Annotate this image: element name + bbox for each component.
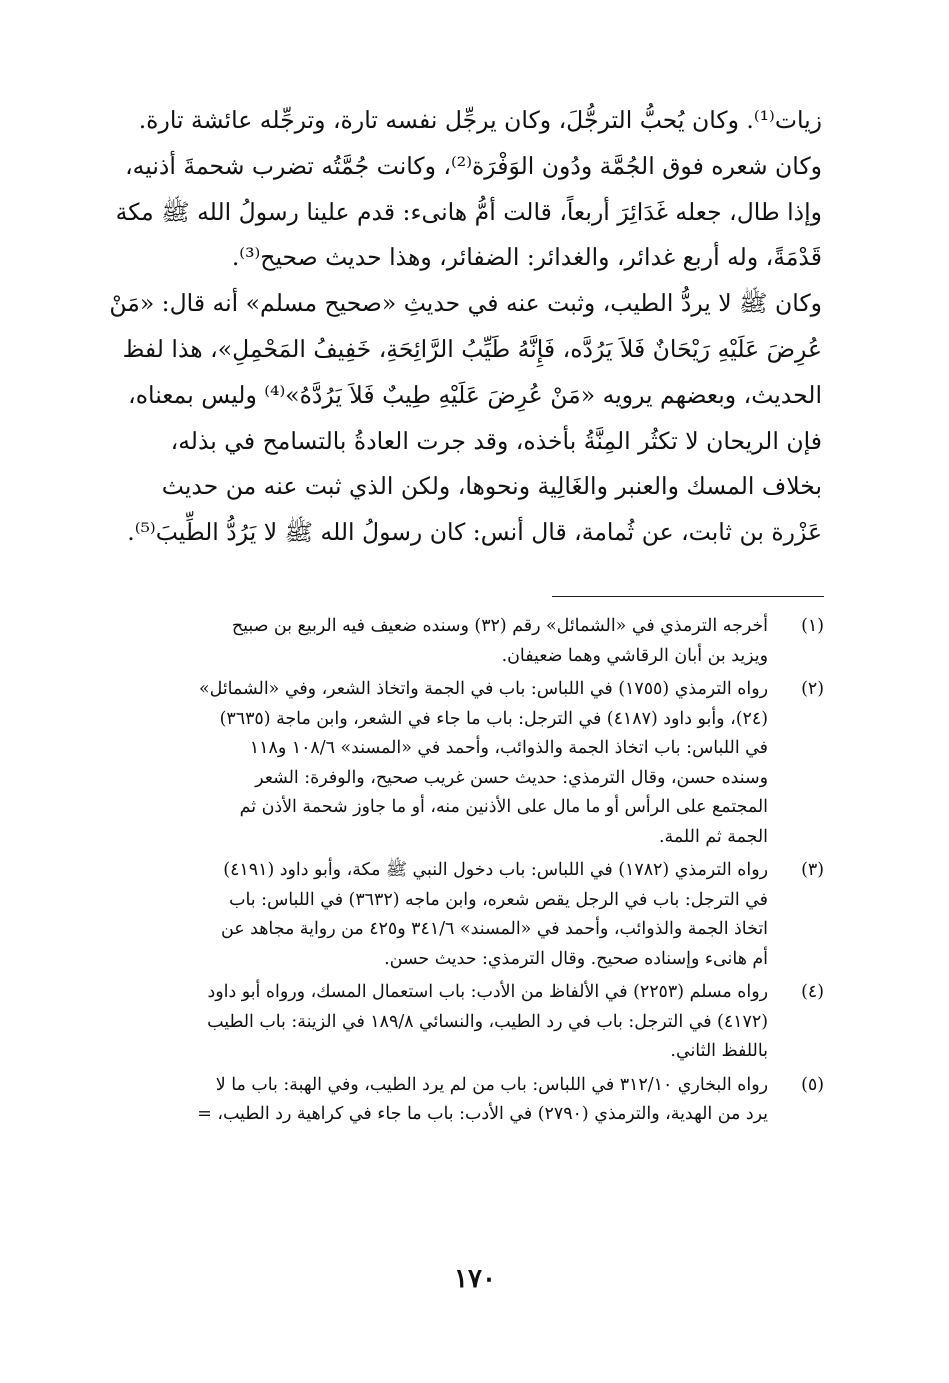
footnote-number: (٥) [801,1074,824,1095]
main-line: عُرِضَ عَلَيْهِ رَيْحَانٌ فَلاَ يَرُدَّه، فَإِنَّهُ طَيِّبُ الرَّائِحَةِ، خَفِيفُ المَحْمِلِ»، هذا لفظ [122,334,822,363]
footnote-line: الجمة ثم اللمة. [659,826,768,847]
footnote-line: باللفظ الثاني. [670,1041,768,1061]
footnote-text [104,675,768,852]
page-number: ١٧٠ [454,1264,496,1294]
footnote-text [104,1071,768,1130]
footnote-line: رواه البخاري ٣١٢/١٠ في اللباس: باب من لم يرد الطيب، وفي الهبة: باب ما لا [215,1074,768,1095]
main-line: قَدْمَةً، وله أربع غدائر، والغدائر: الضفائر، وهذا حديث صحيح⁽³⁾. [231,243,822,272]
footnote-text [104,612,768,671]
footnote-line: رواه الترمذي (١٧٥٥) في اللباس: باب في الجمة واتخاذ الشعر، وفي «الشمائل» [199,679,768,699]
main-line: عَزْرة بن ثابت، عن ثُمامة، قال أنس: كان رسولُ الله ﷺ لا يَرُدُّ الطِّيبَ⁽⁵⁾. [127,518,822,547]
footnote-separator [552,596,824,597]
footnote [104,612,824,671]
footnotes [104,612,824,1134]
footnote-line: يرد من الهدية، والترمذي (٢٧٩٠) في الأدب: باب ما جاء في كراهية رد الطيب، = [197,1104,768,1124]
main-line: وكان ﷺ لا يردُّ الطيب، وثبت عنه في حديثِ «صحيح مسلم» أنه قال: «مَنْ [109,289,822,318]
main-line: وكان شعره فوق الجُمَّة ودُون الوَفْرَة⁽²⁾، وكانت جُمَّتُه تضرب شحمةَ أذنيه، [125,151,822,180]
footnote-line: أخرجه الترمذي في «الشمائل» رقم (٣٢) وسنده ضعيف فيه الربيع بن صبيح [231,616,768,636]
footnote [104,1071,824,1130]
footnote-line: ويزيد بن أبان الرقاشي وهما ضعيفان. [501,645,768,666]
footnote-number: (١) [801,616,824,636]
footnote-line: (٤١٧٢) في الترجل: باب في رد الطيب، والنسائي ١٨٩/٨ في الزينة: باب الطيب [207,1011,768,1032]
footnote-line: رواه مسلم (٢٢٥٣) في الألفاظ من الأدب: باب استعمال المسك، ورواه أبو داود [207,982,768,1002]
main-text [104,98,822,556]
main-line: الحديث، وبعضهم يرويه «مَنْ عُرِضَ عَلَيْهِ طِيبٌ فَلاَ يَرُدَّهُ»⁽⁴⁾ وليس بمعناه، [128,380,822,409]
footnote [104,675,824,852]
main-line: بخلاف المسك والعنبر والغَالِية ونحوها، ولكن الذي ثبت عنه من حديث [161,472,822,501]
footnote-number: (٢) [801,679,824,699]
footnote-line: اتخاذ الجمة والذوائب، وأحمد في «المسند» ٣٤١/٦ و٤٢٥ من رواية مجاهد عن [220,919,768,939]
footnote-line: المجتمع على الرأس أو ما مال على الأذنين منه، أو ما جاوز شحمة الأذن ثم [239,797,768,817]
footnote [104,856,824,974]
footnote-number: (٤) [801,982,824,1002]
footnote-number: (٣) [801,860,824,880]
footnote-text [104,978,768,1067]
main-line: وإذا طال، جعله غَدَائِرَ أربعاً، قالت أمُّ هانىء: قدم علينا رسولُ الله ﷺ مكة [115,197,822,226]
footnote-line: (٢٤)، وأبو داود (٤١٨٧) في الترجل: باب ما جاء في الشعر، وابن ماجة (٣٦٣٥) [219,708,768,729]
footnote-line: أم هانىء وإسناده صحيح. وقال الترمذي: حديث حسن. [384,948,768,969]
footnote-line: في اللباس: باب اتخاذ الجمة والذوائب، وأحمد في «المسند» ١٠٨/٦ و١١٨ [249,738,768,758]
footnote-text [104,856,768,974]
footnote [104,978,824,1067]
main-line: زيات⁽¹⁾. وكان يُحبُّ الترجُّلَ، وكان يرجِّل نفسه تارة، وترجِّله عائشة تارة. [138,106,822,134]
main-line: فإن الريحان لا تكثُر المِنَّةُ بأخذه، وقد جرت العادةُ بالتسامح في بذله، [170,426,822,455]
footnote-line: وسنده حسن، وقال الترمذي: حديث حسن غريب صحيح، والوفرة: الشعر [255,767,768,788]
footnote-line: في الترجل: باب في الرجل يقص شعره، وابن ماجه (٣٦٣٢) في اللباس: باب [229,889,768,910]
footnote-line: رواه الترمذي (١٧٨٢) في اللباس: باب دخول النبي ﷺ مكة، وأبو داود (٤١٩١) [223,860,768,880]
